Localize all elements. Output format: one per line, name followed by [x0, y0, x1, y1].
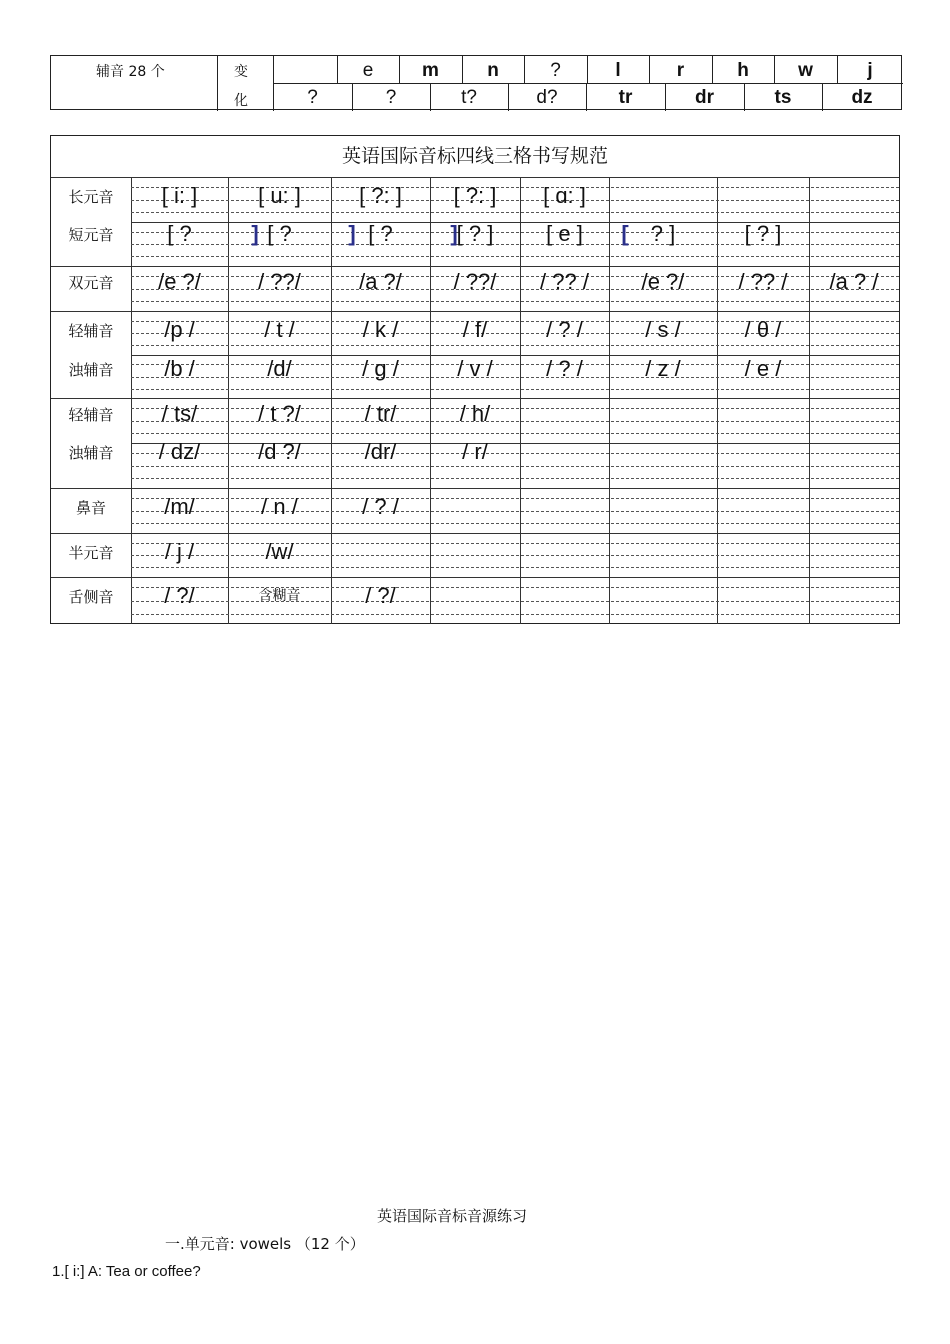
phonetic-symbol: / ??/	[258, 269, 301, 294]
guide-line	[131, 523, 899, 524]
strip-r2-c2: t?	[461, 87, 477, 108]
phonetic-symbol: / n /	[261, 494, 298, 519]
phonetic-symbol: [ u: ]	[258, 183, 301, 208]
phonetic-symbol: /m/	[164, 494, 195, 519]
strip-label-change-1: 变	[234, 64, 248, 80]
guide-line	[131, 301, 899, 302]
guide-line	[131, 433, 899, 434]
table-rule	[51, 488, 899, 489]
phonetic-symbol: / k /	[362, 317, 399, 342]
row-label: 双元音	[68, 274, 114, 292]
phonetic-symbol: / z /	[645, 356, 681, 381]
phonetic-symbol: /e ?/	[158, 269, 201, 294]
strip-r2-c7: dz	[851, 87, 873, 108]
phonetic-symbol: / ?? /	[738, 269, 788, 294]
phonetic-symbol: / t /	[264, 317, 295, 342]
row-label: 半元音	[68, 544, 114, 562]
strip-r2-c1: ?	[385, 87, 397, 108]
phonetic-symbol: [ ?: ]	[453, 183, 497, 208]
table-rule	[51, 398, 899, 399]
phonetic-symbol: [ ?: ]	[359, 183, 402, 208]
guide-line	[131, 256, 899, 257]
phonetic-symbol: / ?/	[365, 583, 396, 608]
row-label: 长元音	[68, 188, 114, 206]
practice-line-1: 1.[ i:] A: Tea or coffee?	[52, 1263, 201, 1280]
strip-r2-c5: dr	[695, 87, 714, 108]
row-label: 鼻音	[75, 499, 106, 517]
strip-r2-c4: tr	[618, 87, 633, 108]
table-rule	[51, 266, 899, 267]
phonetic-symbol: / ? /	[362, 494, 399, 519]
phonetic-symbol: [ ɑ: ]	[543, 183, 586, 208]
row-label: 浊辅音	[68, 361, 114, 379]
strip-r2-c3: d?	[536, 87, 558, 108]
phonetic-symbol: [ ?	[368, 221, 393, 246]
phonetic-symbol: /d ?/	[258, 439, 301, 464]
strip-r1-c2: m	[422, 60, 439, 81]
phonetic-symbol: / ?/	[164, 583, 195, 608]
table-title: 英语国际音标四线三格书写规范	[341, 145, 608, 167]
strip-r1-c1: e	[362, 60, 374, 81]
phonetic-symbol: / v /	[457, 356, 493, 381]
phonetic-symbol: [ e ]	[546, 221, 583, 246]
phonetic-symbol: [ i: ]	[161, 183, 198, 208]
guide-line	[131, 466, 899, 467]
phonetic-symbol: / dz/	[158, 439, 201, 464]
phonetic-symbol: /a ?/	[359, 269, 402, 294]
phonetic-symbol: / tr/	[364, 401, 397, 426]
row-label: 轻辅音	[68, 406, 114, 424]
phonetic-symbol: [ ?	[167, 221, 192, 246]
row-label: 舌侧音	[68, 588, 114, 606]
phonetic-symbol: / g /	[362, 356, 399, 381]
phonetic-symbol: ? ]	[650, 221, 676, 246]
phonetic-symbol: /p /	[164, 317, 195, 342]
phonetic-table	[50, 135, 900, 624]
phonetic-symbol: / ts/	[161, 401, 198, 426]
phonetic-symbol: / ? /	[546, 317, 583, 342]
phonetic-symbol: /dr/	[364, 439, 397, 464]
blue-bracket: ]	[348, 221, 356, 246]
phonetic-symbol: / ?? /	[540, 269, 589, 294]
phonetic-symbol: 含糊音	[258, 588, 301, 604]
strip-label-change-2: 化	[234, 93, 248, 109]
strip-label-count: 辅音 28 个	[96, 64, 165, 80]
phonetic-symbol: / h/	[459, 401, 491, 426]
strip-r2-c0: ?	[307, 87, 318, 108]
phonetic-symbol: / ? /	[546, 356, 583, 381]
table-rule	[51, 177, 899, 178]
strip-r1-c7: h	[737, 60, 749, 81]
table-rule	[51, 311, 899, 312]
row-label: 短元音	[68, 226, 114, 244]
phonetic-symbol: [ ?	[267, 221, 292, 246]
row-label: 浊辅音	[68, 444, 114, 462]
blue-bracket: [	[621, 221, 629, 246]
phonetic-symbol: /e ?/	[641, 269, 685, 294]
phonetic-symbol: / f/	[462, 317, 488, 342]
blue-bracket: ]	[251, 221, 259, 246]
strip-r1-c4: ?	[550, 60, 561, 81]
strip-r1-c6: r	[676, 60, 685, 81]
phonetic-symbol: / θ /	[744, 317, 782, 342]
blue-bracket: ]	[450, 221, 458, 246]
guide-line	[131, 345, 899, 346]
phonetic-symbol: /w/	[265, 539, 294, 564]
guide-line	[131, 212, 899, 213]
consonant-strip	[50, 55, 902, 110]
guide-line	[131, 567, 899, 568]
phonetic-symbol: /d/	[267, 356, 292, 381]
phonetic-symbol: / ??/	[453, 269, 497, 294]
phonetic-symbol: [ ? ]	[456, 221, 494, 246]
table-rule	[51, 533, 899, 534]
guide-line	[131, 478, 899, 479]
phonetic-symbol: / e /	[744, 356, 782, 381]
phonetic-symbol: / t ?/	[258, 401, 301, 426]
strip-r2-c6: ts	[774, 87, 792, 108]
phonetic-symbol: / r/	[462, 439, 488, 464]
phonetic-symbol: /a ? /	[829, 269, 879, 294]
phonetic-symbol: [ ? ]	[744, 221, 782, 246]
phonetic-symbol: / j /	[164, 539, 195, 564]
section-heading: 一.单元音: vowels （12 个）	[165, 1235, 365, 1253]
phonetic-symbol: / s /	[645, 317, 681, 342]
guide-line	[131, 614, 899, 615]
row-label: 轻辅音	[68, 322, 114, 340]
strip-r1-c3: n	[487, 60, 499, 81]
phonetic-symbol: /b /	[164, 356, 195, 381]
strip-r1-c5: l	[615, 60, 621, 81]
guide-line	[131, 389, 899, 390]
table-rule	[51, 577, 899, 578]
strip-r1-c9: j	[867, 60, 873, 81]
practice-title: 英语国际音标音源练习	[377, 1207, 528, 1225]
strip-r1-c8: w	[798, 60, 813, 81]
